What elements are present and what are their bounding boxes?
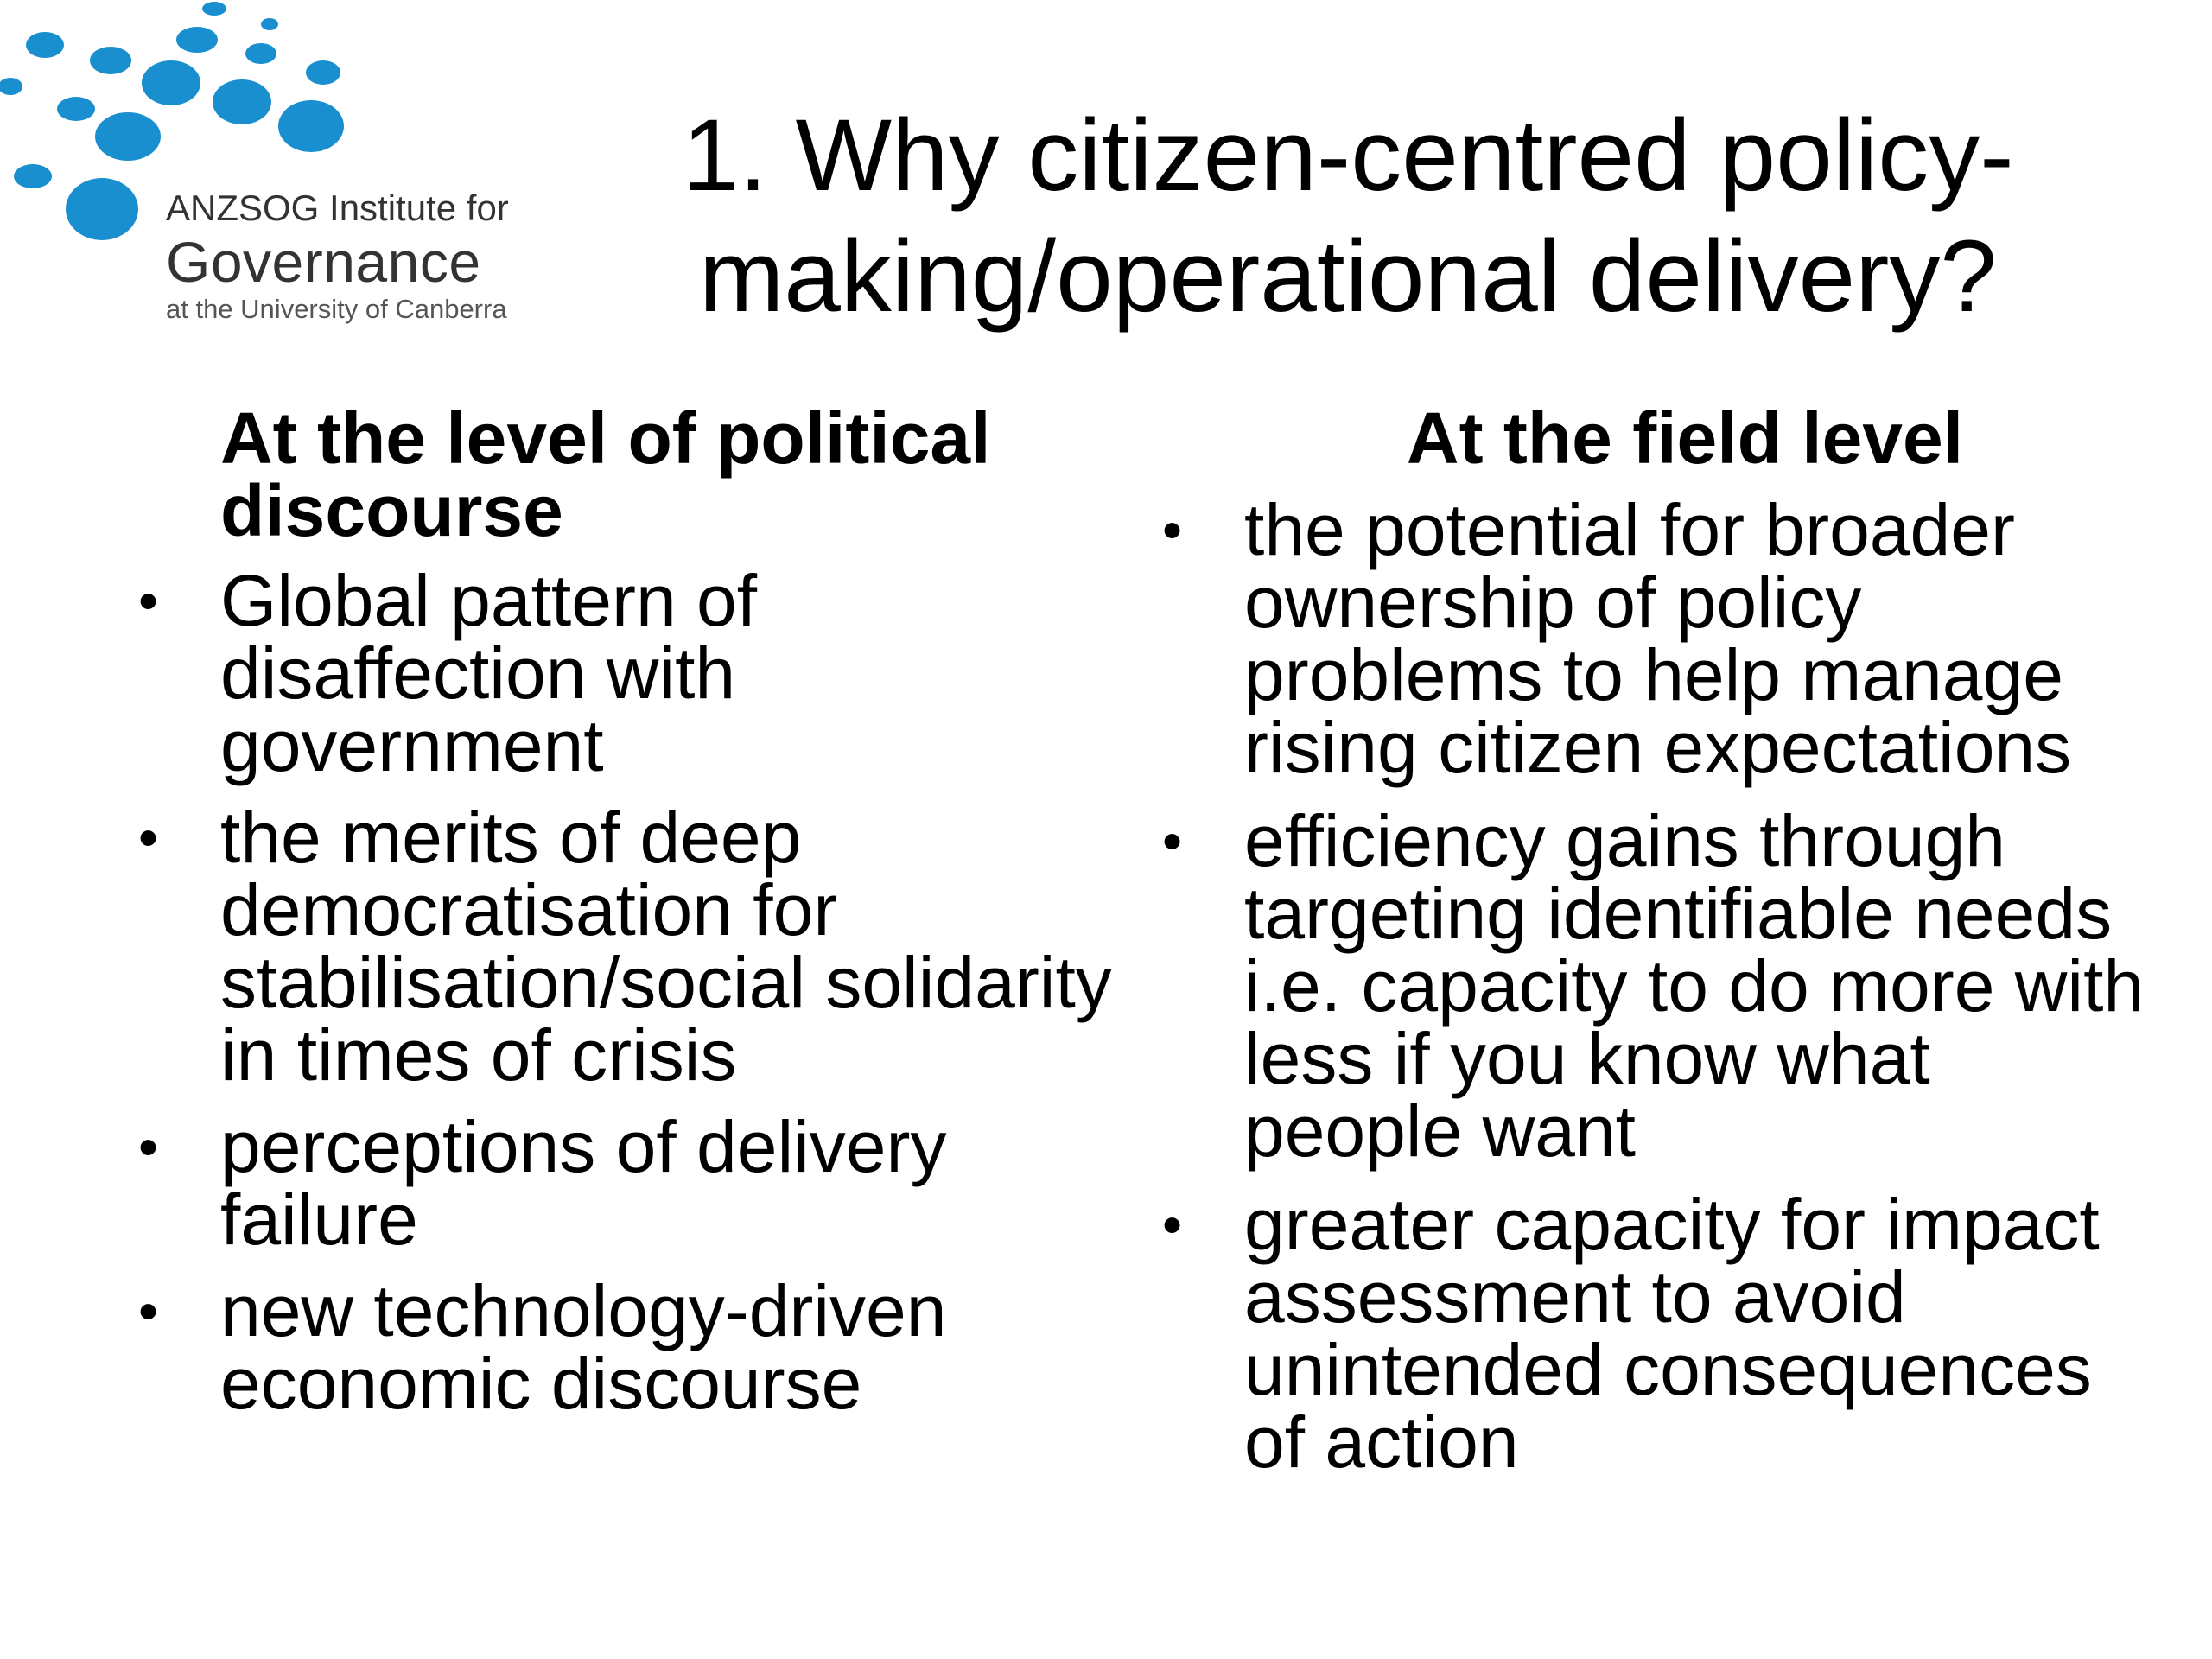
slide-title-line1: 1. Why citizen-centred policy- bbox=[682, 99, 2014, 213]
bullet-icon: • bbox=[1162, 1192, 1183, 1256]
list-item-text: efficiency gains through targeting identifiable needs i.e. capacity to do more with less if you know what people want bbox=[1244, 800, 2145, 1172]
bullet-icon: • bbox=[138, 1279, 159, 1343]
list-item-text: greater capacity for impact assessment to avoid unintended consequences of action bbox=[1244, 1184, 2100, 1483]
political-discourse-heading-line1: At the level of political bbox=[220, 397, 991, 479]
list-item bbox=[130, 797, 1115, 1096]
institute-logo bbox=[0, 0, 570, 346]
logo-wordmark bbox=[166, 190, 509, 322]
political-discourse-heading-line2: discourse bbox=[220, 470, 563, 551]
list-item bbox=[1154, 1184, 2156, 1483]
slide-title bbox=[657, 95, 2039, 337]
field-level-list bbox=[1154, 489, 2156, 1483]
list-item bbox=[1154, 800, 2156, 1172]
list-item bbox=[1154, 489, 2156, 788]
list-item-text: Global pattern of disaffection with government bbox=[220, 560, 758, 786]
field-level-column bbox=[1154, 397, 2156, 1499]
bullet-icon: • bbox=[138, 1115, 159, 1179]
bullet-icon: • bbox=[1162, 809, 1183, 873]
political-discourse-heading bbox=[130, 397, 1115, 551]
list-item bbox=[130, 1106, 1115, 1260]
bullet-icon: • bbox=[1162, 498, 1183, 562]
political-discourse-list bbox=[130, 560, 1115, 1424]
list-item-text: the merits of deep democratisation for stabilisation/social solidarity in times of crisis bbox=[220, 797, 1112, 1096]
list-item-text: perceptions of delivery failure bbox=[220, 1106, 947, 1260]
bullet-icon: • bbox=[138, 569, 159, 632]
slide-title-line2: making/operational delivery? bbox=[698, 219, 1998, 334]
logo-line-university: at the University of Canberra bbox=[166, 294, 507, 324]
logo-line-governance: Governance bbox=[166, 230, 481, 294]
list-item bbox=[130, 1270, 1115, 1424]
list-item-text: new technology-driven economic discourse bbox=[220, 1270, 947, 1424]
list-item bbox=[130, 560, 1115, 786]
bullet-icon: • bbox=[138, 805, 159, 869]
field-level-heading: At the field level bbox=[1406, 397, 1964, 479]
list-item-text: the potential for broader ownership of policy problems to help manage rising citizen expectations bbox=[1244, 489, 2072, 788]
logo-line-institute: ANZSOG Institute for bbox=[166, 188, 509, 228]
political-discourse-column bbox=[130, 397, 1115, 1439]
